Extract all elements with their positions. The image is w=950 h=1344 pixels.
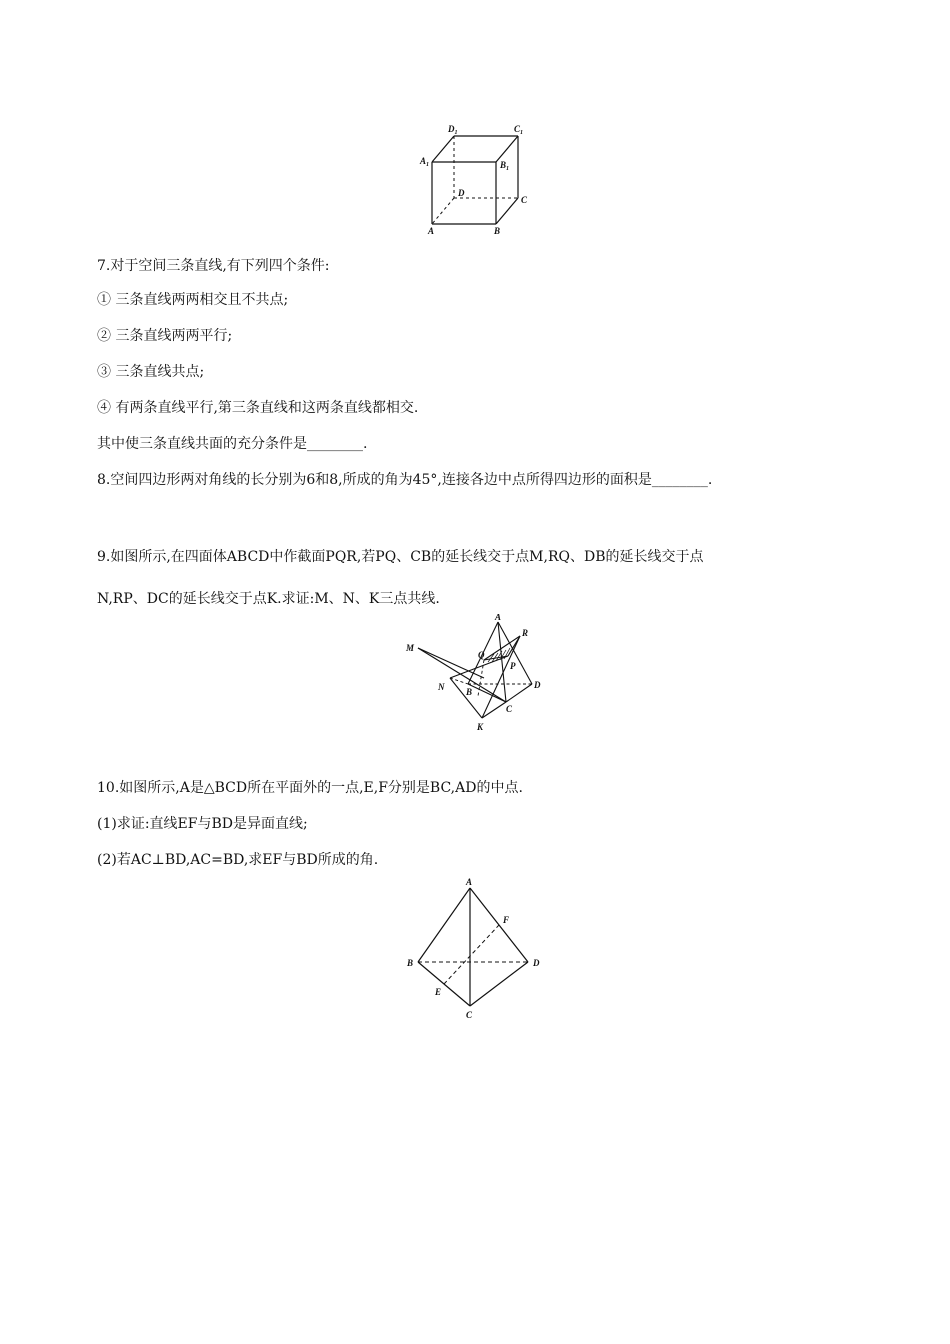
q7-option-3: ③ 三条直线共点; [97,364,205,380]
pqr-label-m: M [406,643,415,653]
pqr-label-p: P [510,661,516,671]
q8-text: 8.空间四边形两对角线的长分别为6和8,所成的角为45°,连接各边中点所得四边形的面积是________. [97,472,713,488]
pqr-label-a: A [495,614,502,622]
q7-option-2: ② 三条直线两两平行; [97,328,233,344]
ef-label-e: E [435,987,442,997]
pqr-label-r: R [522,628,529,638]
q10-part-1: (1)求证:直线EF与BD是异面直线; [97,816,308,832]
q7-option-4: ④ 有两条直线平行,第三条直线和这两条直线都相交. [97,400,419,416]
q9-line-1: 9.如图所示,在四面体ABCD中作截面PQR,若PQ、CB的延长线交于点M,RQ、DB的延长线交于点 [97,549,704,565]
cube-label-a: A [428,226,435,236]
ef-label-a: A [466,877,473,887]
pqr-label-k: K [477,722,484,732]
ef-label-b: B [407,958,414,968]
tetrahedron-ef-figure [400,876,550,1022]
pqr-label-c: C [506,704,513,714]
cube-label-a1: $A_1$ [420,156,430,168]
tetrahedron-pqr-figure [400,614,560,738]
q10-part-2: (2)若AC⊥BD,AC=BD,求EF与BD所成的角. [97,852,379,868]
cube-label-b: B [494,226,501,236]
cube-label-c: C [521,195,528,205]
cube-figure [418,120,538,240]
ef-label-c: C [466,1010,473,1020]
q7-stem: 7.对于空间三条直线,有下列四个条件: [97,258,330,274]
ef-label-d: D [533,958,540,968]
cube-label-b1: $B_1$ [500,160,510,172]
cube-label-d: D [458,188,465,198]
pqr-label-b: B [466,687,473,697]
q9-line-2: N,RP、DC的延长线交于点K.求证:M、N、K三点共线. [97,591,440,607]
pqr-label-q: Q [478,650,485,660]
ef-label-f: F [503,915,510,925]
cube-label-d1: $D_1$ [448,124,458,136]
pqr-label-n: N [438,682,445,692]
q7-option-1: ① 三条直线两两相交且不共点; [97,292,289,308]
pqr-label-d: D [534,680,541,690]
q10-stem: 10.如图所示,A是△BCD所在平面外的一点,E,F分别是BC,AD的中点. [97,780,523,796]
cube-label-c1: $C_1$ [514,124,524,136]
q7-question: 其中使三条直线共面的充分条件是________. [97,436,368,452]
